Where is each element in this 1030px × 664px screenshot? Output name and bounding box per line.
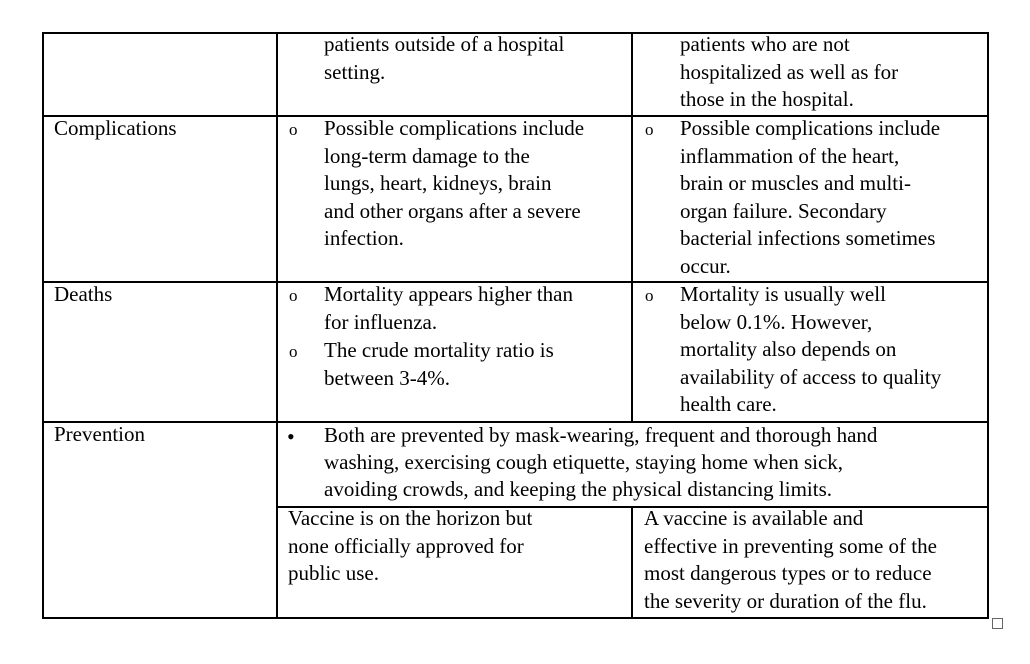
text-line: Possible complications include: [680, 116, 941, 140]
list-bullet: •: [287, 424, 295, 449]
text-line: between 3-4%.: [324, 365, 450, 390]
text-line: mortality also depends on: [680, 337, 897, 361]
text-line: most dangerous types or to reduce: [644, 561, 932, 585]
continuation-covid-cell: [324, 31, 564, 86]
text-line: for influenza.: [324, 309, 438, 334]
list-bullet: o: [289, 120, 298, 139]
prevention-shared-cell: [324, 422, 877, 503]
text-line: occur.: [680, 253, 731, 278]
text-line: washing, exercising cough etiquette, staying home when sick,: [324, 450, 844, 474]
complications-covid-cell: [324, 115, 584, 253]
text-line: the severity or duration of the flu.: [644, 588, 927, 613]
text-line: Vaccine is on the horizon but: [288, 506, 533, 530]
deaths-covid-item-2: [324, 337, 554, 392]
continuation-flu-cell: [680, 31, 898, 114]
text-line: inflammation of the heart,: [680, 143, 900, 168]
text-line: A vaccine is available and: [644, 506, 864, 530]
text-line: The crude mortality ratio is: [324, 338, 554, 362]
complications-flu-cell: [680, 115, 940, 280]
prevention-covid-vaccine-cell: [288, 505, 532, 588]
text-line: bacterial infections sometimes: [680, 226, 936, 250]
column-divider-vaccine: [631, 506, 633, 619]
text-line: public use.: [288, 561, 379, 585]
text-line: hospitalized as well as for: [680, 59, 899, 84]
deaths-flu-cell: [680, 281, 941, 419]
text-line: patients who are not: [680, 32, 850, 56]
list-bullet: o: [289, 286, 298, 305]
row-label-deaths: Deaths: [54, 282, 113, 306]
text-line: health care.: [680, 392, 777, 416]
column-divider-upper: [631, 32, 633, 422]
text-line: below 0.1%. However,: [680, 309, 873, 334]
list-bullet: o: [289, 342, 298, 361]
text-line: Mortality is usually well: [680, 282, 886, 306]
prevention-flu-vaccine-cell: [644, 505, 937, 615]
list-bullet: o: [645, 286, 654, 305]
text-line: Possible complications include: [324, 116, 585, 140]
text-line: none officially approved for: [288, 533, 524, 558]
text-line: avoiding crowds, and keeping the physical distancing limits.: [324, 477, 832, 501]
list-bullet: o: [645, 120, 654, 139]
text-line: setting.: [324, 59, 386, 84]
text-line: effective in preventing some of the: [644, 533, 937, 558]
text-line: lungs, heart, kidneys, brain: [324, 171, 552, 195]
deaths-covid-item-1: [324, 281, 573, 336]
row-label-complications: Complications: [54, 116, 177, 140]
text-line: patients outside of a hospital: [324, 32, 565, 56]
table-resize-handle[interactable]: [992, 618, 1003, 629]
text-line: Mortality appears higher than: [324, 282, 574, 306]
text-line: long-term damage to the: [324, 143, 530, 168]
row-label-prevention: Prevention: [54, 422, 145, 446]
text-line: Both are prevented by mask-wearing, frequent and thorough hand: [324, 423, 878, 447]
column-divider-label: [276, 32, 278, 619]
text-line: availability of access to quality: [680, 364, 942, 389]
text-line: those in the hospital.: [680, 87, 854, 111]
text-line: brain or muscles and multi-: [680, 171, 911, 195]
text-line: infection.: [324, 226, 404, 250]
text-line: and other organs after a severe: [324, 198, 581, 223]
text-line: organ failure. Secondary: [680, 198, 887, 223]
